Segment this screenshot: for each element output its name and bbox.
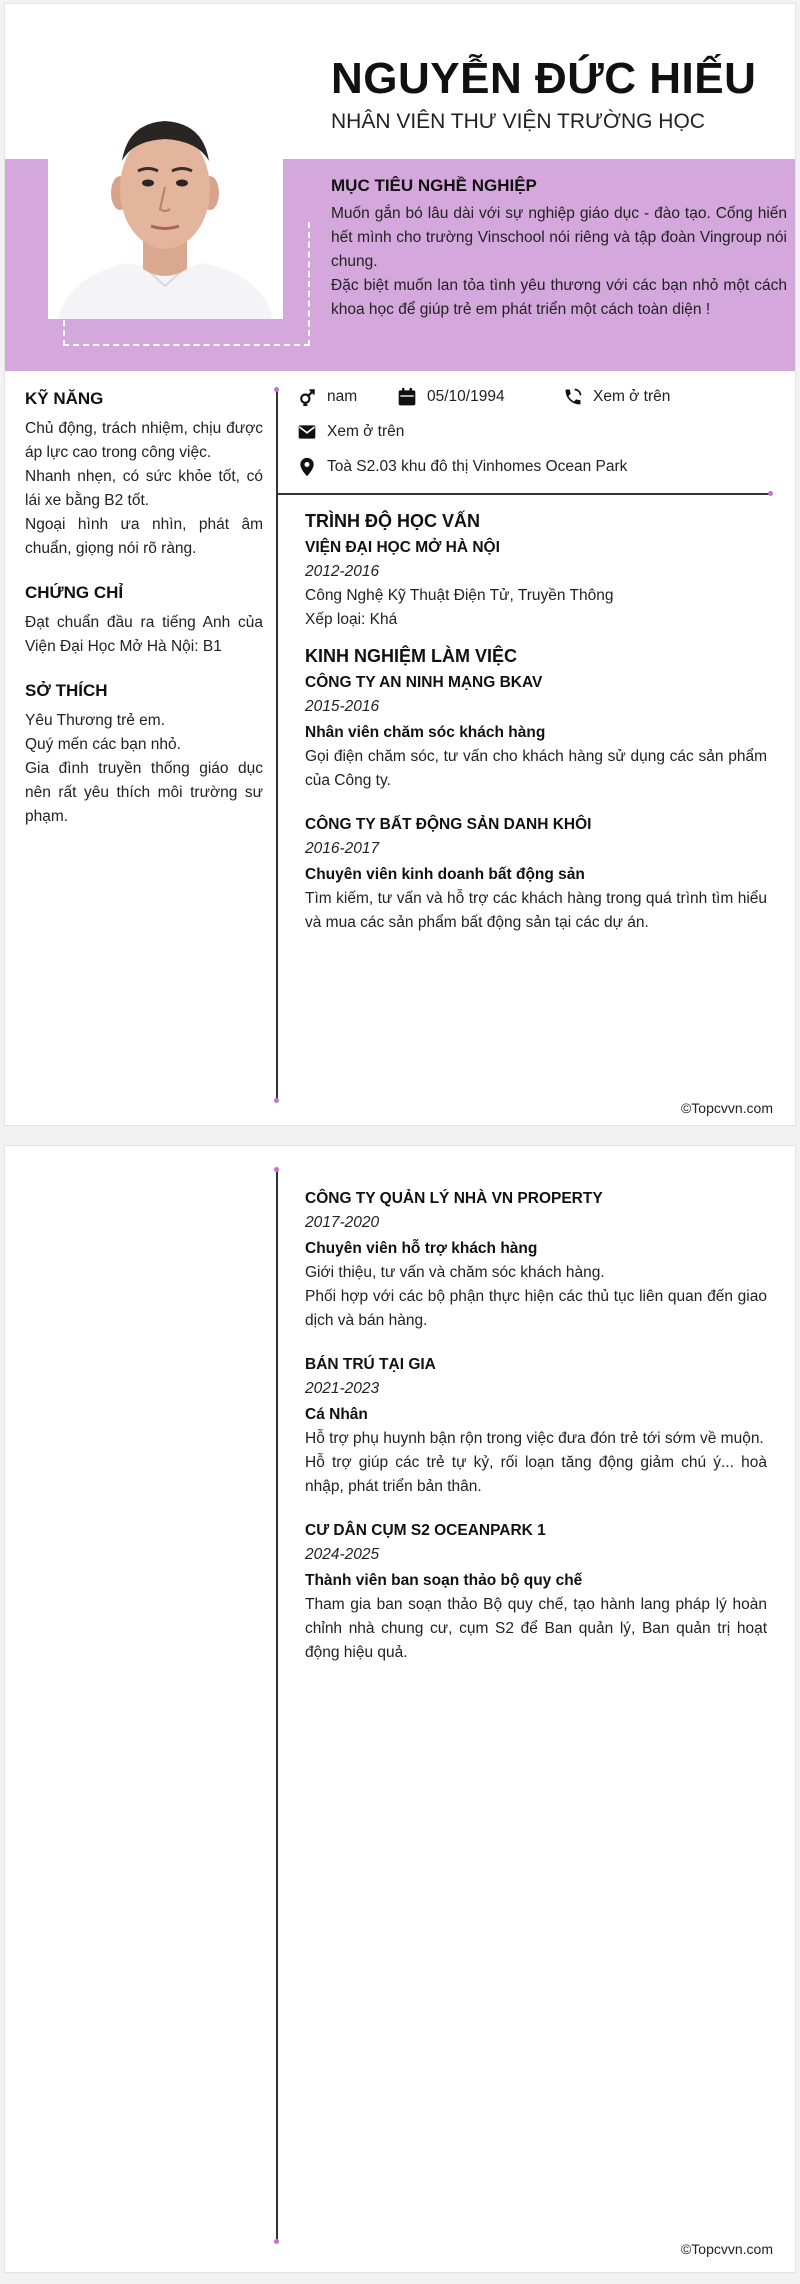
job-description: Giới thiệu, tư vấn và chăm sóc khách hàng.: [305, 1264, 605, 1281]
timeline-dot: [274, 387, 279, 392]
work-period: 2017-2020: [305, 1214, 380, 1231]
job-description: Tìm kiếm, tư vấn và hỗ trợ các khách hàng trong quá trình tìm hiểu và mua các sản phẩm bất động sản tại các dự án.: [305, 890, 767, 931]
phone-field: [563, 387, 670, 407]
skills-section: [25, 389, 263, 561]
job-role: Thành viên ban soạn thảo bộ quy chế: [305, 1572, 583, 1589]
skill-item: Nhanh nhẹn, có sức khỏe tốt, có lái xe bằng B2 tốt.: [25, 468, 263, 509]
job-role: Nhân viên chăm sóc khách hàng: [305, 724, 546, 741]
school-name: VIỆN ĐẠI HỌC MỞ HÀ NỘI: [305, 539, 500, 556]
phone-icon: [563, 387, 583, 407]
experience-entry: [305, 671, 767, 793]
company-name: CÔNG TY AN NINH MẠNG BKAV: [305, 674, 543, 691]
education-major: Công Nghệ Kỹ Thuật Điện Tử, Truyền Thông: [305, 587, 614, 604]
footer-credit: ©Topcvvn.com: [680, 1100, 773, 1116]
experience-entry: [305, 1187, 767, 1333]
certificates-title: CHỨNG CHỈ: [25, 583, 124, 602]
hobbies-title: SỞ THÍCH: [25, 681, 108, 700]
job-description: Hỗ trợ phụ huynh bận rộn trong việc đưa đón trẻ tới sớm về muộn.: [305, 1430, 764, 1447]
objective-heading: MỤC TIÊU NGHỀ NGHIỆP: [331, 176, 537, 195]
objective-paragraph: Đặc biệt muốn lan tỏa tình yêu thương với các bạn nhỏ một cách khoa học để giúp trẻ em phát triển một cách toàn diện !: [331, 277, 787, 318]
address-value: Toà S2.03 khu đô thị Vinhomes Ocean Park: [327, 458, 628, 475]
objective-text: [331, 202, 787, 322]
hobby-item: Yêu Thương trẻ em.: [25, 712, 166, 729]
experience-entry: [305, 1519, 767, 1665]
calendar-icon: [397, 387, 417, 407]
left-column: [25, 389, 263, 851]
email-field: [297, 422, 404, 442]
profile-photo: [48, 101, 283, 319]
work-period: 2015-2016: [305, 698, 380, 715]
birthday-field: [397, 387, 505, 407]
candidate-name: NGUYỄN ĐỨC HIẾU: [331, 54, 757, 103]
job-role: Chuyên viên hỗ trợ khách hàng: [305, 1240, 538, 1257]
timeline-dot: [274, 1098, 279, 1103]
gender-value: nam: [327, 388, 358, 405]
company-name: CÔNG TY BẤT ĐỘNG SẢN DANH KHÔI: [305, 816, 592, 833]
education-period: 2012-2016: [305, 563, 380, 580]
timeline-line: [276, 389, 278, 1101]
job-description: Gọi điện chăm sóc, tư vấn cho khách hàng sử dụng các sản phẩm của Công ty.: [305, 748, 767, 789]
objective-paragraph: Muốn gắn bó lâu dài với sự nghiệp giáo dục - đào tạo. Cống hiến hết mình cho trường Vinschool nói riêng và tập đoàn Vingroup nói chung.: [331, 205, 787, 270]
experience-title: KINH NGHIỆM LÀM VIỆC: [305, 646, 518, 666]
hobbies-section: [25, 681, 263, 829]
work-period: 2024-2025: [305, 1546, 380, 1563]
timeline-dot: [274, 1167, 279, 1172]
work-period: 2016-2017: [305, 840, 380, 857]
phone-value: Xem ở trên: [593, 388, 671, 405]
right-column-continued: [305, 1187, 767, 1685]
job-description: Phối hợp với các bộ phận thực hiện các thủ tục liên quan đến giao dịch và bán hàng.: [305, 1288, 767, 1329]
job-title: NHÂN VIÊN THƯ VIỆN TRƯỜNG HỌC: [331, 110, 705, 133]
hobby-item: Gia đình truyền thống giáo dục nên rất yêu thích môi trường sư phạm.: [25, 760, 263, 825]
gender-field: [297, 387, 357, 407]
job-role: Cá Nhân: [305, 1406, 368, 1423]
skills-title: KỸ NĂNG: [25, 389, 104, 408]
education-section: [305, 511, 767, 632]
resume-page-2: [4, 1145, 796, 2273]
company-name: BÁN TRÚ TẠI GIA: [305, 1356, 436, 1373]
job-description: Hỗ trợ giúp các trẻ tự kỷ, rối loạn tăng động giảm chú ý... hoà nhập, phát triển bản thân.: [305, 1454, 767, 1495]
birthday-value: 05/10/1994: [427, 388, 505, 405]
company-name: CƯ DÂN CỤM S2 OCEANPARK 1: [305, 1522, 546, 1539]
experience-section: [305, 646, 767, 935]
education-rank: Xếp loại: Khá: [305, 611, 398, 628]
job-description: Tham gia ban soạn thảo Bộ quy chế, tạo hành lang pháp lý hoàn chỉnh nhà chung cư, cụm S2 để Ban quản lý, Ban quản trị hoạt động hiệu quả.: [305, 1596, 767, 1661]
location-icon: [297, 457, 317, 477]
experience-entry: [305, 813, 767, 935]
footer-credit: ©Topcvvn.com: [680, 2241, 773, 2257]
hobby-item: Quý mến các bạn nhỏ.: [25, 736, 181, 753]
timeline-dot: [274, 2239, 279, 2244]
work-period: 2021-2023: [305, 1380, 380, 1397]
certificates-section: [25, 583, 263, 659]
certificate-item: Đạt chuẩn đầu ra tiếng Anh của Viện Đại Học Mở Hà Nội: B1: [25, 614, 263, 655]
skill-item: Ngoại hình ưa nhìn, phát âm chuẩn, giọng nói rõ ràng.: [25, 516, 263, 557]
right-column: [305, 511, 767, 955]
email-icon: [297, 422, 317, 442]
job-role: Chuyên viên kinh doanh bất động sản: [305, 866, 585, 883]
timeline-line: [276, 1169, 278, 2241]
experience-entry: [305, 1353, 767, 1499]
email-value: Xem ở trên: [327, 423, 405, 440]
address-field: [297, 457, 627, 477]
timeline-dot: [768, 491, 773, 496]
company-name: CÔNG TY QUẢN LÝ NHÀ VN PROPERTY: [305, 1190, 603, 1207]
resume-page-1: [4, 3, 796, 1126]
education-title: TRÌNH ĐỘ HỌC VẤN: [305, 511, 480, 531]
skill-item: Chủ động, trách nhiệm, chịu được áp lực cao trong công việc.: [25, 420, 263, 461]
contact-divider: [277, 493, 772, 495]
gender-icon: [297, 387, 317, 407]
